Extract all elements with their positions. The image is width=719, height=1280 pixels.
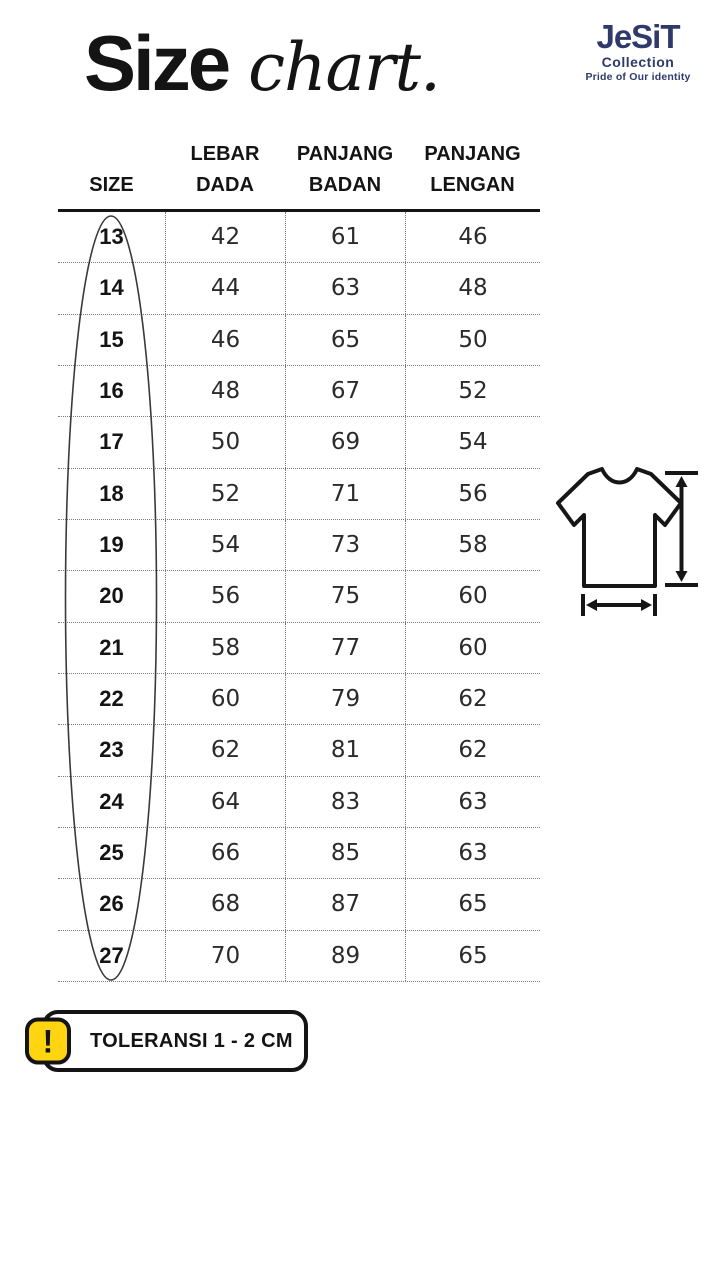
lebar-dada-cell: 64 [165, 777, 285, 827]
panjang-badan-cell: 87 [285, 879, 405, 929]
table-row [58, 828, 540, 879]
brand-tagline: Pride of Our identity [585, 71, 691, 83]
table-row [58, 879, 540, 930]
panjang-badan-cell: 65 [285, 315, 405, 365]
panjang-badan-cell: 73 [285, 520, 405, 570]
size-cell: 21 [99, 634, 124, 660]
table-row [58, 315, 540, 366]
tshirt-measurement-icon [550, 455, 719, 620]
brand-subtitle: Collection [601, 54, 675, 70]
size-cell: 26 [99, 891, 124, 917]
panjang-badan-cell: 69 [285, 417, 405, 467]
panjang-lengan-cell: 58 [405, 520, 540, 570]
size-table [58, 139, 540, 982]
lebar-dada-cell: 58 [165, 623, 285, 673]
size-table-header-row [58, 139, 540, 212]
brand-logo [573, 20, 703, 83]
table-row [58, 366, 540, 417]
panjang-lengan-cell: 63 [405, 828, 540, 878]
exclamation-glyph: ! [42, 1023, 54, 1059]
lebar-dada-cell: 54 [165, 520, 285, 570]
page-title-main: Size [84, 19, 229, 107]
panjang-badan-cell: 85 [285, 828, 405, 878]
lebar-dada-cell: 62 [165, 725, 285, 775]
size-cell: 17 [99, 429, 124, 455]
table-row [58, 725, 540, 776]
table-row [58, 777, 540, 828]
panjang-lengan-cell: 63 [405, 777, 540, 827]
size-cell: 19 [99, 532, 124, 558]
panjang-badan-cell: 83 [285, 777, 405, 827]
panjang-badan-cell: 61 [285, 212, 405, 262]
panjang-badan-cell: 89 [285, 931, 405, 981]
size-table-body [58, 212, 540, 982]
panjang-badan-cell: 77 [285, 623, 405, 673]
lebar-dada-cell: 46 [165, 315, 285, 365]
size-cell: 23 [99, 737, 124, 763]
lebar-dada-cell: 52 [165, 469, 285, 519]
panjang-lengan-cell: 46 [405, 212, 540, 262]
panjang-lengan-cell: 48 [405, 263, 540, 313]
warning-icon [25, 1018, 71, 1065]
lebar-dada-cell: 70 [165, 931, 285, 981]
size-cell: 27 [99, 942, 124, 968]
lebar-dada-cell: 68 [165, 879, 285, 929]
size-cell: 16 [99, 378, 124, 404]
panjang-badan-cell: 71 [285, 469, 405, 519]
table-row [58, 520, 540, 571]
brand-name: JeSiT [596, 18, 680, 55]
tolerance-note [42, 1010, 308, 1072]
size-cell: 15 [99, 326, 124, 352]
page-title [84, 18, 440, 109]
lebar-dada-cell: 60 [165, 674, 285, 724]
column-header-panjang-badan: PANJANG BADAN [296, 143, 394, 196]
tshirt-outline-icon [558, 469, 681, 586]
lebar-dada-cell: 48 [165, 366, 285, 416]
panjang-lengan-cell: 65 [405, 879, 540, 929]
size-cell: 13 [99, 224, 124, 250]
size-cell: 22 [99, 686, 124, 712]
size-cell: 25 [99, 840, 124, 866]
size-cell: 24 [99, 788, 124, 814]
page-title-script: chart. [248, 29, 440, 106]
panjang-badan-cell: 67 [285, 366, 405, 416]
lebar-dada-cell: 42 [165, 212, 285, 262]
lebar-dada-cell: 66 [165, 828, 285, 878]
size-cell: 20 [99, 583, 124, 609]
table-row [58, 571, 540, 622]
table-row [58, 623, 540, 674]
table-row [58, 263, 540, 314]
panjang-badan-cell: 75 [285, 571, 405, 621]
table-row [58, 417, 540, 468]
panjang-badan-cell: 63 [285, 263, 405, 313]
size-cell: 14 [99, 275, 124, 301]
panjang-lengan-cell: 62 [405, 725, 540, 775]
chest-width-arrow-icon [583, 594, 655, 616]
panjang-lengan-cell: 56 [405, 469, 540, 519]
panjang-badan-cell: 81 [285, 725, 405, 775]
lebar-dada-cell: 56 [165, 571, 285, 621]
table-row [58, 931, 540, 982]
panjang-lengan-cell: 60 [405, 571, 540, 621]
panjang-lengan-cell: 52 [405, 366, 540, 416]
size-cell: 18 [99, 480, 124, 506]
lebar-dada-cell: 50 [165, 417, 285, 467]
column-header-size: SIZE [89, 174, 134, 196]
column-header-lebar-dada: LEBAR DADA [190, 143, 260, 196]
panjang-lengan-cell: 60 [405, 623, 540, 673]
panjang-lengan-cell: 62 [405, 674, 540, 724]
panjang-lengan-cell: 54 [405, 417, 540, 467]
table-row [58, 469, 540, 520]
lebar-dada-cell: 44 [165, 263, 285, 313]
panjang-badan-cell: 79 [285, 674, 405, 724]
column-header-panjang-lengan: PANJANG LENGAN [424, 143, 521, 196]
tolerance-note-label: TOLERANSI 1 - 2 CM [90, 1029, 293, 1052]
panjang-lengan-cell: 65 [405, 931, 540, 981]
panjang-lengan-cell: 50 [405, 315, 540, 365]
table-row [58, 212, 540, 263]
table-row [58, 674, 540, 725]
